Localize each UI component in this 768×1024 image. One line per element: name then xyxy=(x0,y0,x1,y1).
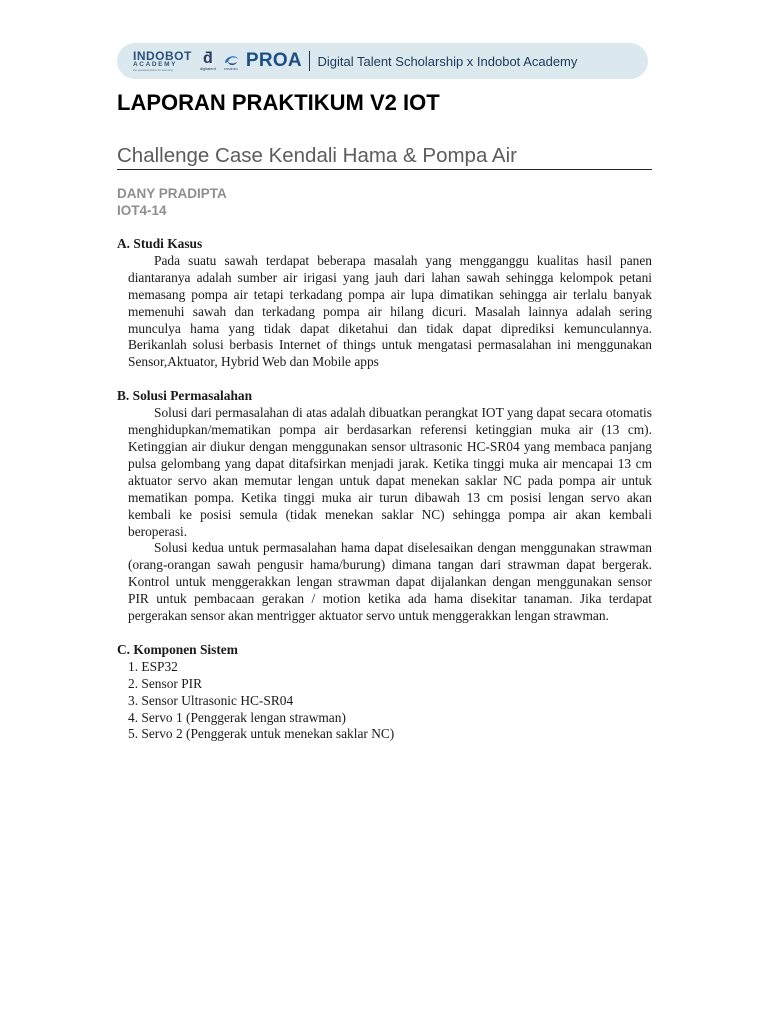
report-body xyxy=(117,236,652,743)
list-item: 3. Sensor Ultrasonic HC-SR04 xyxy=(128,692,294,708)
list-item: 4. Servo 1 (Penggerak lengan strawman) xyxy=(128,709,346,725)
academy-logo-text: ACADEMY xyxy=(133,60,178,68)
author-block xyxy=(117,185,227,219)
list-item: 2. Sensor PIR xyxy=(128,675,203,691)
section-b-title: B. Solusi Permasalahan xyxy=(117,388,253,404)
student-code: IOT4-14 xyxy=(117,203,167,218)
indobot-academy-logo xyxy=(133,50,192,73)
indobot-logo-text: INDOBOT xyxy=(133,48,192,63)
kominfo-swirl-icon xyxy=(222,52,240,68)
report-title: LAPORAN PRAKTIKUM V2 IOT xyxy=(117,90,440,115)
digitalent-logo xyxy=(200,51,216,71)
report-subtitle: Challenge Case Kendali Hama & Pompa Air xyxy=(117,144,652,170)
header-banner xyxy=(117,43,648,79)
author-name: DANY PRADIPTA xyxy=(117,186,227,201)
section-a-title: A. Studi Kasus xyxy=(117,236,203,251)
banner-divider xyxy=(309,51,311,71)
digitalent-logo-text: digitalent xyxy=(199,66,216,71)
section-gap xyxy=(117,625,652,642)
banner-title: Digital Talent Scholarship x Indobot Academy xyxy=(317,53,578,69)
section-a-paragraph: Pada suatu sawah terdapat beberapa masalah yang mengganggu kualitas hasil panen diantaranya adalah sumber air irigasi yang jauh dari lahan sawah sehingga kelompok petani memasang pompa air tetapi terkadang pompa air lupa dimatikan sehingga air terlalu banyak memenuhi sawah dan terkadang pompa air hilang dicuri. Masalah lainnya adalah sering munculya hama yang tidak dapat diketahui dan tidak dapat diprediksi kemunculannya. Berikanlah solusi berbasis Internet of things untuk mengatasi permasalahan ini menggunakan Sensor,Aktuator, Hybrid Web dan Mobile apps xyxy=(128,252,652,370)
section-gap xyxy=(117,371,652,388)
section-c-title: C. Komponen Sistem xyxy=(117,641,238,657)
component-list xyxy=(117,659,652,744)
list-item: 1. ESP32 xyxy=(128,658,178,674)
proa-logo: PROA xyxy=(245,50,302,71)
section-b-paragraph-2: Solusi kedua untuk permasalahan hama dapat diselesaikan dengan menggunakan strawman (orang-orangan sawah pengusir hama/burung) dimana tangan dari strawman dapat bergerak. Kontrol untuk menggerakkan lengan strawman dapat dijalankan dengan menggunakan sensor PIR untuk pembacaan gerakan / motion ketika ada hama disekitar tanaman. Jika terdapat pergerakan sensor akan mentrigger aktuator servo untuk menggerakkan lengan strawman. xyxy=(128,540,652,624)
digitalent-mark-icon: ƌ xyxy=(202,50,213,67)
kominfo-logo-text: KOMINFO xyxy=(223,66,238,71)
indobot-tagline: the greatest place for learning xyxy=(133,68,173,73)
list-item: 5. Servo 2 (Penggerak untuk menekan saklar NC) xyxy=(128,726,395,742)
section-b-paragraph-1: Solusi dari permasalahan di atas adalah dibuatkan perangkat IOT yang dapat secara otomatis menghidupkan/mematikan pompa air berdasarkan referensi ketinggian muka air (13 cm). Ketinggian air diukur dengan menggunakan sensor ultrasonic HC-SR04 yang membaca panjang pulsa gelombang yang dapat ditafsirkan menjadi jarak. Ketika tinggi muka air mencapai 13 cm aktuator servo akan memutar lengan untuk dapat menekan saklar NC pada pompa air untuk mematikan pompa. Ketika tinggi muka air turun dibawah 13 cm posisi lengan servo akan kembali ke posisi semula (tidak menekan saklar NC) sehingga pompa air akan kembali beroperasi. xyxy=(128,405,652,539)
kominfo-logo xyxy=(222,52,240,71)
